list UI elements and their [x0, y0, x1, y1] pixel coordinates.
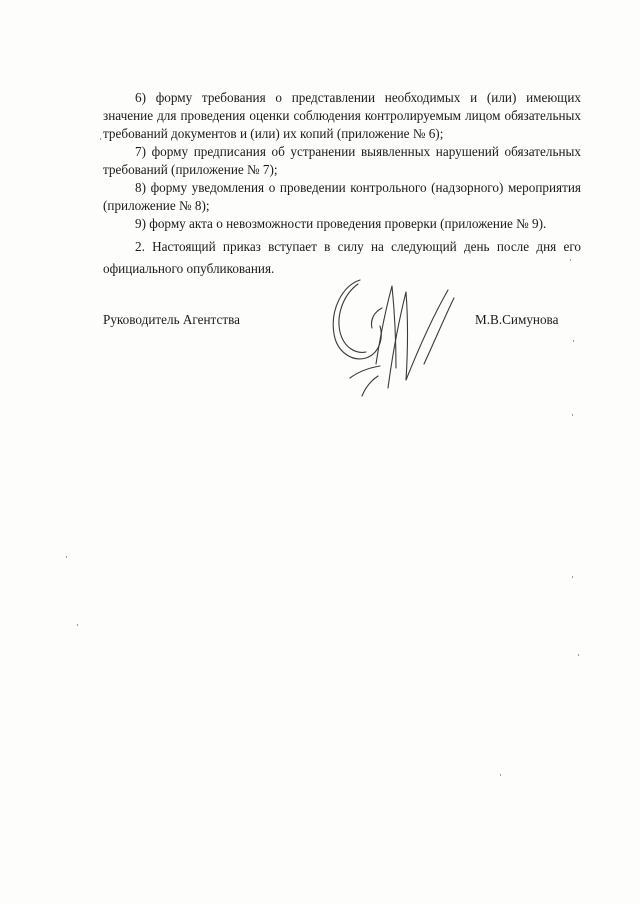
- scan-speck: [77, 624, 78, 626]
- scan-speck: [570, 259, 571, 261]
- item-6-paragraph: 6) форму требования о представлении необходимых и (или) имеющих значение для проведения оценки соблюдения контролируемым лицом обязательных требований документов и (или) их копий (приложение № 6);: [103, 90, 581, 141]
- scan-speck: [572, 576, 573, 578]
- scan-speck: [573, 340, 574, 342]
- item-9-paragraph: 9) форму акта о невозможности проведения проверки (приложение № 9).: [135, 216, 547, 231]
- effective-date-paragraph: 2. Настоящий приказ вступает в силу на следующий день после дня его официального опубликования.: [103, 239, 581, 276]
- scan-speck: [578, 654, 579, 656]
- signer-position: Руководитель Агентства: [103, 312, 240, 327]
- signer-name: М.В.Симунова: [475, 312, 559, 327]
- item-7-paragraph: 7) форму предписания об устранении выявленных нарушений обязательных требований (приложение № 7);: [103, 144, 581, 177]
- scan-speck: [66, 556, 67, 558]
- order-text: [103, 89, 581, 280]
- handwritten-signature: [322, 268, 472, 408]
- scan-speck: [100, 138, 101, 140]
- signature-block: [103, 312, 581, 332]
- item-8-paragraph: 8) форму уведомления о проведении контрольного (надзорного) мероприятия (приложение № 8);: [103, 180, 581, 213]
- scan-speck: [500, 774, 501, 776]
- scan-speck: [572, 414, 573, 416]
